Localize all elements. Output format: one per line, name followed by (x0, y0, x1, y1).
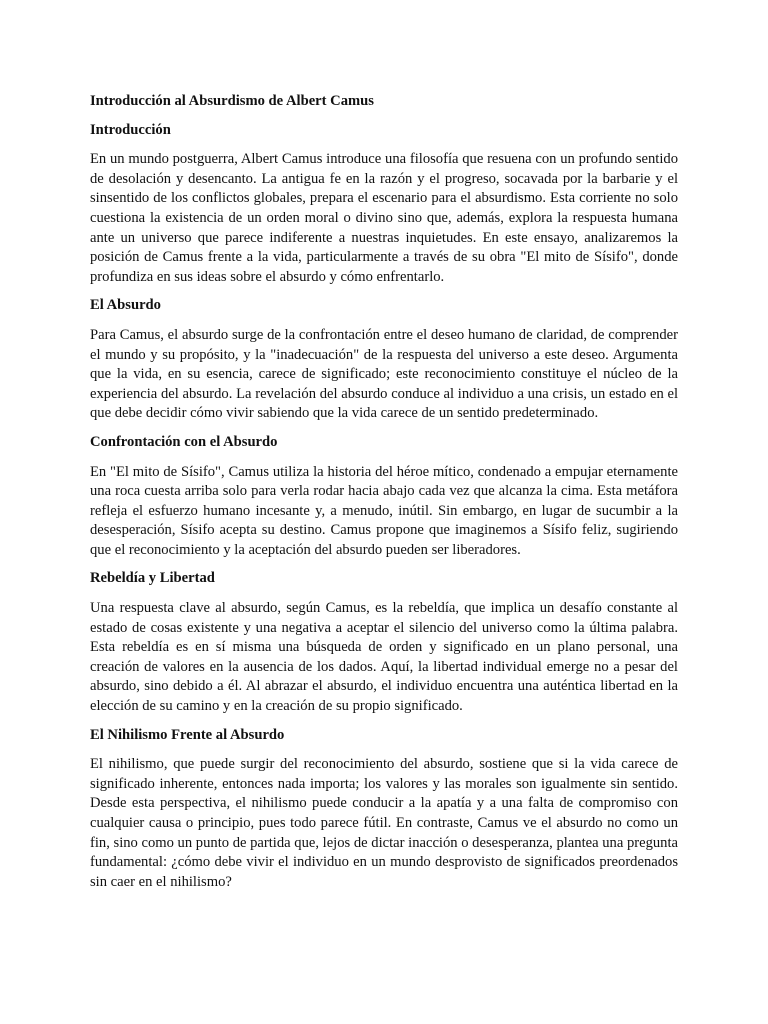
section-paragraph: En un mundo postguerra, Albert Camus introduce una filosofía que resuena con un profundo sentido de desolación y desencanto. La antigua fe en la razón y el progreso, socavada por la barbarie y el sinsentido de los conflictos globales, prepara el escenario para el absurdismo. Esta corriente no solo cuestiona la existencia de un orden moral o divino sino que, además, explora la respuesta humana ante un universo que parece indiferente a nuestras inquietudes. En este ensayo, analizaremos la posición de Camus frente a la vida, particularmente a través de su obra "El mito de Sísifo", donde profundiza en sus ideas sobre el absurdo y cómo enfrentarlo. (90, 151, 678, 285)
section-paragraph: El nihilismo, que puede surgir del reconocimiento del absurdo, sostiene que si la vida carece de significado inherente, entonces nada importa; los valores y las morales son igualmente sin sentido. Desde esta perspectiva, el nihilismo puede conducir a la apatía y a una falta de compromiso con cualquier causa o principio, pues todo parece fútil. En contraste, Camus ve el absurdo no como un fin, sino como un punto de partida que, lejos de dictar inacción o desesperanza, plantea una pregunta fundamental: ¿cómo debe vivir el individuo en un mundo desprovisto de significados preordenados sin caer en el nihilismo? (90, 756, 679, 890)
section-rebeldia-libertad (90, 569, 678, 716)
section-heading: Confrontación con el Absurdo (90, 433, 278, 450)
section-heading: Introducción (90, 121, 171, 138)
section-heading: El Nihilismo Frente al Absurdo (90, 726, 285, 743)
document-title: Introducción al Absurdismo de Albert Camus (90, 93, 374, 109)
section-introduccion (90, 121, 678, 288)
section-paragraph: Para Camus, el absurdo surge de la confrontación entre el deseo humano de claridad, de comprender el mundo y su propósito, y la "inadecuación" de la respuesta del universo a este deseo. Argumenta que la vida, en su esencia, carece de significado; este reconocimiento constituye el núcleo de la experiencia del absurdo. La revelación del absurdo conduce al individuo a una crisis, un estado en el que debe decidir cómo vivir sabiendo que la vida carece de un sentido predeterminado. (90, 326, 678, 422)
section-el-absurdo (90, 296, 678, 424)
section-heading: Rebeldía y Libertad (90, 570, 215, 587)
section-paragraph: Una respuesta clave al absurdo, según Camus, es la rebeldía, que implica un desafío constante al estado de cosas existente y una negativa a aceptar el silencio del universo como la última palabra. Esta rebeldía es en sí misma una búsqueda de orden y significado en un plano personal, una creación de valores en la ausencia de los dados. Aquí, la libertad individual emerge no a pesar del absurdo, sino debido a él. Al abrazar el absurdo, el individuo encuentra una auténtica libertad en la elección de su camino y en la creación de su propio significado. (90, 600, 678, 715)
section-paragraph: En "El mito de Sísifo", Camus utiliza la historia del héroe mítico, condenado a empujar eternamente una roca cuesta arriba solo para verla rodar hacia abajo cada vez que alcanza la cima. Esta metáfora refleja el esfuerzo humano incesante y, a menudo, inútil. Sin embargo, en lugar de sucumbir a la desesperación, Sísifo acepta su destino. Camus propone que imaginemos a Sísifo feliz, sugiriendo que el reconocimiento y la aceptación del absurdo pueden ser liberadores. (90, 463, 678, 558)
section-nihilismo (90, 726, 678, 893)
document-body (90, 92, 678, 901)
section-confrontacion (90, 433, 678, 561)
section-heading: El Absurdo (90, 297, 161, 314)
